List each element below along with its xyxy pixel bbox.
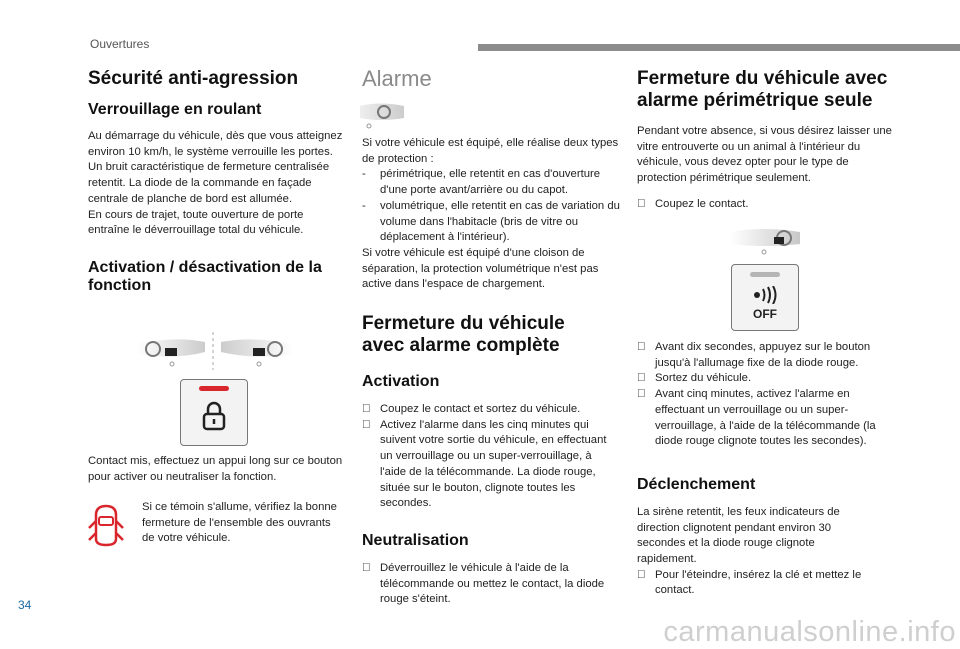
para-perimetrique: Pendant votre absence, si vous désirez laisser une vitre entrouverte ou un animal à l'intérieur du véhicule, vous devez opter pour le type de protection périmétrique seulement. — [637, 125, 892, 185]
subtitle-activation: Activation — [362, 373, 440, 391]
para-verrouillage: Au démarrage du véhicule, dès que vous atteignez environ 10 km/h, le système verrouille les portes. Un bruit caractéristique de fermeture centralisée retentit. La diode de la commande en façade centrale de planche de bord est allumée. — [88, 130, 343, 205]
door-open-warning-icon — [86, 503, 126, 548]
para-contact-mis: Contact mis, effectuez un appui long sur ce bouton pour activer ou neutraliser la fonction. — [88, 455, 343, 483]
subtitle-verrouillage: Verrouillage en roulant — [88, 101, 262, 118]
title-alarme-complete: Fermeture du véhicule avec alarme complète — [362, 313, 565, 357]
list-item: - volumétrique, elle retentit en cas de variation du volume dans l'habitacle (bris de vitre ou déplacement à l'intérieur). — [362, 199, 620, 244]
dashboard-small-icon — [360, 100, 404, 132]
para-deverrouillage: En cours de trajet, toute ouverture de porte entraîne le déverrouillage total du véhicule. — [88, 208, 304, 237]
header-bar — [478, 44, 960, 51]
column-1 — [88, 68, 344, 295]
alarm-off-button[interactable] — [731, 264, 799, 331]
col2-body — [362, 136, 620, 608]
list-item: Déverrouillez le véhicule à l'aide de la télécommande ou mettez le contact, la diode rouge s'éteint. — [380, 561, 605, 606]
dashboard-icon — [135, 330, 295, 372]
volumetric-sensor-icon — [752, 286, 780, 304]
column-3 — [637, 68, 897, 213]
title-securite: Sécurité anti-agression — [88, 68, 299, 89]
off-label: OFF — [753, 307, 777, 321]
red-led-indicator — [199, 386, 229, 391]
list-item: - périmétrique, elle retentit en cas d'ouverture d'une porte avant/arrière ou du capot. — [362, 168, 601, 197]
activation-list — [362, 402, 620, 512]
subtitle-declenchement: Déclenchement — [637, 475, 756, 493]
col1-lower — [88, 454, 344, 485]
protection-list — [362, 167, 620, 246]
watermark: carmanualsonline.info — [663, 616, 956, 648]
list-item: Avant cinq minutes, activez l'alarme en effectuant un verrouillage ou un super-verrouillage, à l'aide de la télécommande (la diode rouge clignote toutes les secondes). — [655, 388, 876, 448]
alarme-intro: Si votre véhicule est équipé, elle réalise deux types de protection : — [362, 137, 619, 165]
note-block — [142, 500, 342, 547]
neutral-list — [362, 561, 620, 608]
dashboard-small-icon — [728, 224, 802, 258]
subtitle-activation-fonction: Activation / désactivation de la fonction — [88, 258, 322, 294]
step1-list — [637, 197, 897, 213]
note-temoin: Si ce témoin s'allume, vérifiez la bonne fermeture de l'ensemble des ouvrants de votre véhicule. — [142, 501, 337, 545]
subtitle-neutralisation: Neutralisation — [362, 531, 469, 549]
list-item: Pour l'éteindre, insérez la clé et mettez le contact. — [655, 568, 862, 597]
list-item: Coupez le contact. — [655, 197, 749, 210]
trigger-list — [637, 568, 897, 599]
list-item: Avant dix secondes, appuyez sur le bouton jusqu'à l'allumage fixe de la diode rouge. — [655, 341, 871, 369]
list-item: Sortez du véhicule. — [655, 372, 752, 385]
dashboard-illustration — [135, 330, 295, 372]
led-indicator — [750, 272, 780, 277]
column-2 — [362, 66, 620, 92]
padlock-icon — [202, 401, 226, 431]
title-alarme-perimetrique: Fermeture du véhicule avec alarme périmétrique seule — [637, 68, 888, 111]
para-declenchement: La sirène retentit, les feux indicateurs de direction clignotent pendant environ 30 secondes et la diode rouge clignote rapidement. — [637, 505, 840, 566]
page-number: 34 — [18, 598, 32, 612]
title-alarme: Alarme — [362, 66, 432, 91]
section-label: Ouvertures — [90, 37, 150, 51]
list-item: Coupez le contact et sortez du véhicule. — [380, 403, 581, 416]
lock-button[interactable] — [180, 379, 248, 446]
alarme-cloison: Si votre véhicule est équipé d'une cloison de séparation, la protection volumétrique n'est pas active dans l'espace de chargement. — [362, 246, 599, 291]
col3-lower — [637, 340, 897, 599]
list-item: Activez l'alarme dans les cinq minutes qui suivent votre sortie du véhicule, en effectuant un verrouillage ou un super-verrouillage, à l'aide de la télécommande. La diode rouge, située sur le bouton, clignote toutes les secondes. — [380, 418, 607, 510]
steps-list — [637, 340, 897, 450]
